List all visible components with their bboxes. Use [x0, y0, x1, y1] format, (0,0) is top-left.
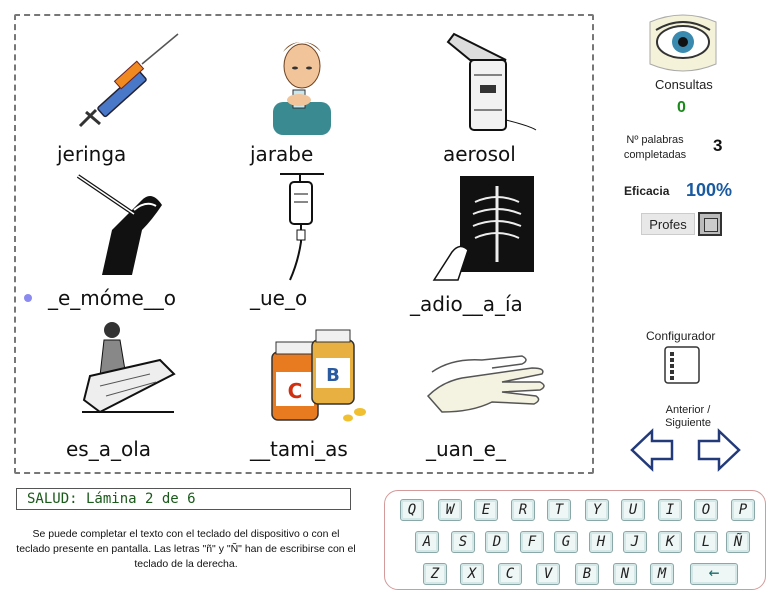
key-t[interactable]: T: [547, 499, 571, 521]
thermometer-hand-icon: [72, 170, 172, 275]
key-m[interactable]: M: [650, 563, 674, 585]
key-b[interactable]: B: [575, 563, 599, 585]
completed-words-count: 3: [713, 136, 723, 155]
key-a[interactable]: A: [415, 531, 439, 553]
sheet-title: SALUD: Lámina 2 de 6: [16, 488, 351, 510]
instructions-text: Se puede completar el texto con el teclado del dispositivo o con el teclado presente en pantalla. Las letras "ñ" y "Ñ" han de escribirse con el teclado de la derecha.: [16, 528, 356, 570]
profes-button[interactable]: Profes: [641, 213, 695, 235]
svg-text:C: C: [287, 379, 303, 403]
word-input-vitaminas[interactable]: __tami_as: [250, 437, 348, 461]
cast-icon: [70, 316, 180, 426]
on-screen-keyboard: [384, 490, 766, 590]
key-x[interactable]: X: [460, 563, 484, 585]
key-y[interactable]: Y: [585, 499, 609, 521]
prev-next-label: Anterior / Siguiente: [665, 404, 711, 429]
active-word-marker: [24, 294, 32, 302]
svg-text:B: B: [326, 365, 340, 386]
key-p[interactable]: P: [731, 499, 755, 521]
backspace-key[interactable]: ←: [690, 563, 738, 585]
vitamins-icon: [262, 326, 372, 426]
key-s[interactable]: S: [451, 531, 475, 553]
syrup-boy-icon: [255, 30, 350, 135]
word-input-suero[interactable]: _ue_o: [250, 286, 308, 310]
key-l[interactable]: L: [694, 531, 718, 553]
word-input-escayola[interactable]: es_a_ola: [66, 437, 152, 461]
word-input-guantes[interactable]: _uan_e_: [426, 437, 506, 461]
completed-words-label: Nº palabras completadas: [623, 134, 687, 161]
key-u[interactable]: U: [621, 499, 645, 521]
key-d[interactable]: D: [485, 531, 509, 553]
key-v[interactable]: V: [536, 563, 560, 585]
gloves-icon: [422, 352, 552, 422]
consultas-count: 0: [677, 99, 686, 116]
key-i[interactable]: I: [658, 499, 682, 521]
efficacy-label: Eficacia: [624, 184, 670, 198]
iv-drip-icon: [270, 172, 330, 282]
key-w[interactable]: W: [438, 499, 462, 521]
key-h[interactable]: H: [589, 531, 613, 553]
key-j[interactable]: J: [623, 531, 647, 553]
profes-toggle[interactable]: [698, 212, 722, 236]
word-input-radiografia[interactable]: _adio__a_ía: [410, 292, 523, 316]
arrow-left-icon[interactable]: [630, 428, 674, 472]
key-f[interactable]: F: [520, 531, 544, 553]
aerosol-icon: [440, 30, 540, 135]
arrow-right-icon[interactable]: [697, 428, 741, 472]
key-c[interactable]: C: [498, 563, 522, 585]
configurator-label: Configurador: [646, 329, 716, 343]
configurator-icon[interactable]: [663, 346, 701, 384]
word-jarabe: jarabe: [250, 142, 314, 166]
key-e[interactable]: E: [474, 499, 498, 521]
key-k[interactable]: K: [658, 531, 682, 553]
eye-icon[interactable]: [648, 12, 718, 74]
consultas-label: Consultas: [655, 77, 713, 92]
key-g[interactable]: G: [554, 531, 578, 553]
efficacy-value: 100%: [686, 180, 733, 200]
key-n[interactable]: N: [613, 563, 637, 585]
key-r[interactable]: R: [511, 499, 535, 521]
word-input-termometro[interactable]: _e_móme__o: [48, 286, 177, 310]
key-enye[interactable]: Ñ: [726, 531, 750, 553]
key-q[interactable]: Q: [400, 499, 424, 521]
word-aerosol: aerosol: [443, 142, 516, 166]
word-jeringa: jeringa: [57, 142, 127, 166]
xray-icon: [430, 172, 540, 282]
key-o[interactable]: O: [694, 499, 718, 521]
syringe-icon: [74, 30, 184, 130]
key-z[interactable]: Z: [423, 563, 447, 585]
